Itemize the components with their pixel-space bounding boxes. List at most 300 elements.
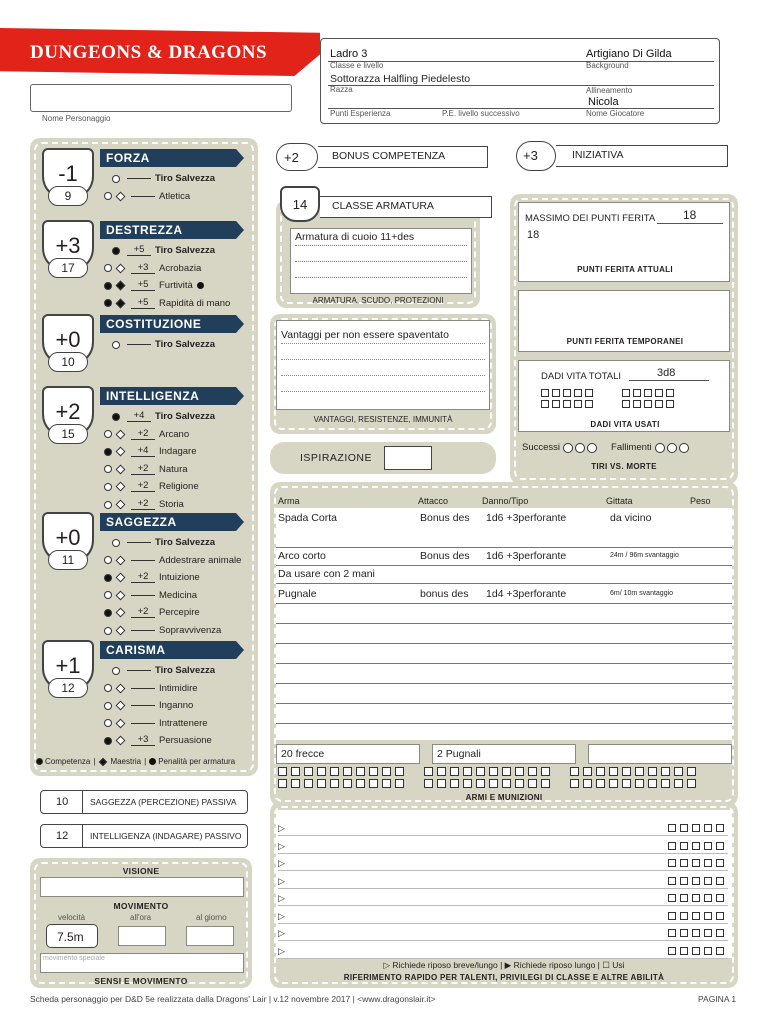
- feature-use-checkbox[interactable]: [704, 842, 712, 850]
- ammo-checkbox[interactable]: [317, 767, 326, 776]
- expertise-diamond[interactable]: [116, 191, 126, 201]
- proficiency-circle[interactable]: [104, 719, 112, 727]
- proficiency-circle[interactable]: [104, 501, 112, 509]
- skill-label: Tiro Salvezza: [155, 665, 216, 676]
- ammo-checkbox[interactable]: [609, 779, 618, 788]
- ammo-checkbox[interactable]: [424, 779, 433, 788]
- proficiency-circle[interactable]: [112, 341, 120, 349]
- next-xp-label: P.E. livello successivo: [442, 109, 520, 118]
- special-movement-field[interactable]: [40, 953, 244, 973]
- armor-class-shield[interactable]: [280, 186, 320, 222]
- death-save-circle[interactable]: [587, 443, 597, 453]
- initiative-ribbon: [556, 145, 728, 167]
- death-saves-row: [522, 442, 691, 453]
- feature-use-checkbox[interactable]: [704, 912, 712, 920]
- race-value[interactable]: Sottorazza Halfling Piedelesto: [330, 73, 471, 85]
- proficiency-circle[interactable]: [104, 556, 112, 564]
- ammo-field-1[interactable]: [276, 744, 420, 764]
- intelligenza-score[interactable]: [48, 424, 88, 444]
- hit-die-checkbox[interactable]: [655, 389, 663, 397]
- skill-bonus[interactable]: +3: [131, 263, 155, 274]
- hit-die-checkbox[interactable]: [552, 400, 560, 408]
- speed-field[interactable]: [46, 924, 98, 948]
- skill-row[interactable]: [112, 244, 215, 257]
- ammo-checkbox[interactable]: [570, 767, 579, 776]
- proficiency-circle[interactable]: [104, 282, 112, 290]
- feature-use-checkbox[interactable]: [668, 859, 676, 867]
- armor-class-ribbon: [320, 196, 492, 218]
- feature-use-checkbox[interactable]: [716, 859, 724, 867]
- proficiency-circle[interactable]: [112, 413, 120, 421]
- skill-row[interactable]: [112, 172, 215, 185]
- ammo-checkbox[interactable]: [661, 779, 670, 788]
- hit-die-checkbox[interactable]: [574, 389, 582, 397]
- ammo-checkbox[interactable]: [609, 767, 618, 776]
- ammo-checkbox[interactable]: [369, 779, 378, 788]
- background-label: Background: [586, 61, 629, 70]
- ammo-checkbox[interactable]: [635, 767, 644, 776]
- ammo-checkbox[interactable]: [395, 767, 404, 776]
- feature-row[interactable]: [278, 875, 728, 889]
- ammo-checkbox[interactable]: [369, 767, 378, 776]
- skill-bonus[interactable]: +3: [131, 735, 155, 746]
- weapon-row[interactable]: [276, 626, 732, 644]
- forza-label: FORZA: [106, 151, 150, 165]
- hit-die-checkbox[interactable]: [644, 400, 652, 408]
- destrezza-banner: [100, 221, 236, 239]
- feature-use-checkbox[interactable]: [680, 842, 688, 850]
- skill-bonus[interactable]: +2: [131, 607, 155, 618]
- ammo-checkbox[interactable]: [489, 779, 498, 788]
- feature-use-checkbox[interactable]: [668, 947, 676, 955]
- class-level-value[interactable]: Ladro 3: [330, 48, 368, 60]
- ammo-checkbox[interactable]: [515, 779, 524, 788]
- carisma-score-value: 12: [61, 681, 75, 695]
- ammo-checkbox[interactable]: [489, 767, 498, 776]
- feature-row[interactable]: [278, 840, 728, 854]
- proficiency-circle[interactable]: [104, 591, 112, 599]
- ammo-checkbox[interactable]: [278, 767, 287, 776]
- feature-use-checkbox[interactable]: [692, 894, 700, 902]
- skill-row[interactable]: [104, 734, 212, 747]
- skill-bonus[interactable]: +5: [131, 280, 155, 291]
- feature-use-checkbox[interactable]: [692, 947, 700, 955]
- feature-use-checkbox[interactable]: [704, 929, 712, 937]
- ammo-checkbox[interactable]: [674, 779, 683, 788]
- skill-row[interactable]: [112, 536, 215, 549]
- penalty-icon: [197, 282, 204, 289]
- feature-row[interactable]: [278, 857, 728, 871]
- ammo-checkbox[interactable]: [356, 779, 365, 788]
- proficiency-circle[interactable]: [104, 609, 112, 617]
- vision-label: VISIONE: [122, 866, 160, 876]
- skill-row[interactable]: [104, 279, 204, 292]
- feature-use-checkbox[interactable]: [716, 947, 724, 955]
- ammo-checkbox[interactable]: [502, 779, 511, 788]
- ammo-checkbox[interactable]: [424, 767, 433, 776]
- hit-dice-checkboxes[interactable]: [541, 389, 721, 411]
- skill-bonus[interactable]: [131, 595, 155, 596]
- max-hp-value[interactable]: 18: [683, 208, 697, 222]
- weapon-row[interactable]: [276, 706, 732, 724]
- ammo-checkbox[interactable]: [661, 767, 670, 776]
- skill-bonus[interactable]: [131, 630, 155, 631]
- hit-die-checkbox[interactable]: [655, 400, 663, 408]
- feature-use-checkbox[interactable]: [716, 824, 724, 832]
- ammo-checkbox[interactable]: [343, 779, 352, 788]
- feature-use-checkbox[interactable]: [692, 842, 700, 850]
- inspiration-field[interactable]: [384, 446, 432, 470]
- ammo-checkbox[interactable]: [278, 779, 287, 788]
- ammo-checkbox[interactable]: [541, 779, 550, 788]
- feature-use-checkbox[interactable]: [692, 929, 700, 937]
- expertise-diamond[interactable]: [116, 482, 126, 492]
- ammo-checkbox[interactable]: [476, 779, 485, 788]
- death-save-circle[interactable]: [655, 443, 665, 453]
- legend-pen-label: Penalità per armatura: [158, 757, 236, 766]
- ammo-checkbox[interactable]: [343, 767, 352, 776]
- skill-row[interactable]: [104, 699, 193, 712]
- skill-bonus[interactable]: [127, 344, 151, 345]
- proficiency-circle[interactable]: [112, 667, 120, 675]
- proficiency-circle[interactable]: [104, 299, 112, 307]
- feature-row[interactable]: [278, 945, 728, 959]
- ammo-checkbox[interactable]: [330, 779, 339, 788]
- ammo-checkbox[interactable]: [528, 767, 537, 776]
- armor-line: Armatura di cuoio 11+des: [295, 231, 415, 243]
- skill-row[interactable]: [104, 445, 197, 458]
- hit-die-checkbox[interactable]: [563, 400, 571, 408]
- expertise-diamond[interactable]: [116, 701, 126, 711]
- character-name-field[interactable]: [30, 84, 292, 112]
- ammo-field-3[interactable]: [588, 744, 732, 764]
- destrezza-score[interactable]: [48, 258, 88, 278]
- ammo-checkbox[interactable]: [291, 779, 300, 788]
- ammo-checkbox[interactable]: [622, 779, 631, 788]
- ammo-checkbox[interactable]: [291, 767, 300, 776]
- destrezza-score-value: 17: [61, 261, 75, 275]
- expertise-diamond[interactable]: [116, 683, 126, 693]
- carisma-score[interactable]: [48, 678, 88, 698]
- current-hp-box[interactable]: [518, 202, 730, 282]
- feature-use-checkbox[interactable]: [716, 842, 724, 850]
- death-save-circle[interactable]: [679, 443, 689, 453]
- vision-field[interactable]: [40, 877, 244, 897]
- skill-bonus[interactable]: [131, 196, 155, 197]
- hit-die-checkbox[interactable]: [666, 400, 674, 408]
- feature-use-checkbox[interactable]: [716, 877, 724, 885]
- ammo-checkbox[interactable]: [596, 779, 605, 788]
- skill-bonus[interactable]: +4: [131, 446, 155, 457]
- saggezza-score-value: 11: [61, 553, 75, 567]
- ammo-checkbox[interactable]: [463, 779, 472, 788]
- ammo-checkbox[interactable]: [674, 767, 683, 776]
- armor-class-value: 14: [292, 196, 308, 212]
- proficiency-circle[interactable]: [112, 247, 120, 255]
- background-value[interactable]: Artigiano Di Gilda: [586, 48, 672, 60]
- passive-investigation-label: INTELLIGENZA (INDAGARE) PASSIVO: [90, 831, 242, 841]
- feature-use-checkbox[interactable]: [704, 877, 712, 885]
- proficiency-circle[interactable]: [104, 430, 112, 438]
- ammo-checkbox[interactable]: [648, 767, 657, 776]
- ammo-checkbox[interactable]: [583, 779, 592, 788]
- ammo-checkbox[interactable]: [622, 767, 631, 776]
- expertise-diamond[interactable]: [116, 626, 126, 636]
- hit-die-checkbox[interactable]: [563, 389, 571, 397]
- skill-label: Arcano: [159, 428, 190, 440]
- skill-row[interactable]: [104, 682, 198, 695]
- feature-use-checkbox[interactable]: [680, 877, 688, 885]
- expertise-diamond[interactable]: [116, 464, 126, 474]
- skill-label: Furtività: [159, 280, 193, 292]
- feature-use-checkbox[interactable]: [692, 912, 700, 920]
- ammo-checkbox[interactable]: [450, 779, 459, 788]
- proficiency-circle[interactable]: [104, 574, 112, 582]
- skill-row[interactable]: [104, 571, 200, 584]
- skill-label: Tiro Salvezza: [155, 537, 216, 548]
- ammo-checkbox[interactable]: [476, 767, 485, 776]
- skill-bonus[interactable]: [127, 542, 151, 543]
- saggezza-score[interactable]: [48, 550, 88, 570]
- passive-perception-value: 10: [56, 796, 69, 808]
- ammo-checkbox[interactable]: [502, 767, 511, 776]
- character-name-label: Nome Personaggio: [42, 114, 111, 123]
- skill-row[interactable]: [104, 606, 200, 619]
- feature-use-checkbox[interactable]: [716, 912, 724, 920]
- weapon-row[interactable]: [276, 666, 732, 684]
- feature-use-checkbox[interactable]: [692, 877, 700, 885]
- proficiency-circle[interactable]: [104, 483, 112, 491]
- skill-row[interactable]: [112, 664, 215, 677]
- expertise-diamond[interactable]: [116, 447, 126, 457]
- skill-bonus[interactable]: +2: [131, 464, 155, 475]
- feature-row[interactable]: [278, 927, 728, 941]
- weapons-header-damage: Danno/Tipo: [482, 496, 529, 506]
- hit-die-checkbox[interactable]: [585, 389, 593, 397]
- proficiency-circle[interactable]: [104, 465, 112, 473]
- skill-bonus[interactable]: +2: [131, 429, 155, 440]
- skill-row[interactable]: [104, 589, 197, 602]
- forza-modifier: -1: [58, 161, 78, 186]
- skill-bonus[interactable]: +2: [131, 572, 155, 583]
- skill-bonus[interactable]: +5: [127, 245, 151, 256]
- feature-use-checkbox[interactable]: [704, 824, 712, 832]
- hit-die-checkbox[interactable]: [585, 400, 593, 408]
- skill-bonus[interactable]: +2: [131, 499, 155, 510]
- hit-die-checkbox[interactable]: [541, 400, 549, 408]
- ammo-checkbox[interactable]: [463, 767, 472, 776]
- ammo-checkbox[interactable]: [382, 767, 391, 776]
- death-save-circle[interactable]: [575, 443, 585, 453]
- ammo-checkbox[interactable]: [356, 767, 365, 776]
- hit-die-checkbox[interactable]: [666, 389, 674, 397]
- hit-die-checkbox[interactable]: [552, 389, 560, 397]
- skill-row[interactable]: [104, 297, 230, 310]
- feature-use-checkbox[interactable]: [668, 912, 676, 920]
- weapon-row[interactable]: [276, 686, 732, 704]
- feature-use-checkbox[interactable]: [668, 929, 676, 937]
- expertise-diamond[interactable]: [116, 500, 126, 510]
- ammo-checkbox[interactable]: [596, 767, 605, 776]
- ammo-checkbox[interactable]: [382, 779, 391, 788]
- expertise-diamond[interactable]: [116, 590, 126, 600]
- death-fail-label: Fallimenti: [611, 442, 652, 453]
- passive-perception-label: SAGGEZZA (PERCEZIONE) PASSIVA: [90, 797, 237, 807]
- feature-use-checkbox[interactable]: [704, 859, 712, 867]
- proficiency-circle[interactable]: [104, 702, 112, 710]
- expertise-diamond[interactable]: [116, 718, 126, 728]
- player-value[interactable]: Nicola: [588, 96, 619, 108]
- feature-use-checkbox[interactable]: [680, 894, 688, 902]
- skill-label: Rapidità di mano: [159, 297, 231, 309]
- hit-die-checkbox[interactable]: [633, 389, 641, 397]
- skill-row[interactable]: [104, 262, 201, 275]
- expertise-diamond[interactable]: [116, 573, 126, 583]
- current-hp-value[interactable]: 18: [527, 229, 540, 241]
- skill-row[interactable]: [104, 717, 208, 730]
- proficiency-circle[interactable]: [104, 192, 112, 200]
- ammo-checkbox[interactable]: [687, 767, 696, 776]
- feature-use-checkbox[interactable]: [668, 894, 676, 902]
- feature-use-checkbox[interactable]: [704, 894, 712, 902]
- ammo-checkbox[interactable]: [648, 779, 657, 788]
- ammo-checkbox[interactable]: [570, 779, 579, 788]
- skill-bonus[interactable]: [127, 178, 151, 179]
- weapon-row[interactable]: [276, 646, 732, 664]
- feature-use-checkbox[interactable]: [680, 912, 688, 920]
- feature-use-checkbox[interactable]: [716, 894, 724, 902]
- weapon-row[interactable]: [276, 606, 732, 624]
- ammo-checkbox[interactable]: [437, 767, 446, 776]
- ammo-checkbox[interactable]: [330, 767, 339, 776]
- skill-row[interactable]: [104, 480, 199, 493]
- race-label: Razza: [330, 85, 353, 94]
- feature-use-checkbox[interactable]: [668, 824, 676, 832]
- skill-bonus[interactable]: [131, 723, 155, 724]
- skill-row[interactable]: [104, 463, 188, 476]
- expertise-diamond[interactable]: [116, 608, 126, 618]
- hit-die-checkbox[interactable]: [622, 400, 630, 408]
- hit-dice-box[interactable]: [518, 360, 730, 432]
- ammo-checkboxes[interactable]: [278, 767, 734, 791]
- costituzione-score[interactable]: [48, 352, 88, 372]
- forza-score[interactable]: [48, 186, 88, 206]
- feature-use-checkbox[interactable]: [680, 859, 688, 867]
- intelligenza-label: INTELLIGENZA: [106, 389, 200, 403]
- hit-die-checkbox[interactable]: [633, 400, 641, 408]
- feature-row[interactable]: [278, 892, 728, 906]
- skill-row[interactable]: [112, 338, 215, 351]
- proficiency-circle[interactable]: [104, 627, 112, 635]
- skill-row[interactable]: [104, 428, 189, 441]
- death-save-circle[interactable]: [667, 443, 677, 453]
- feature-use-checkbox[interactable]: [680, 947, 688, 955]
- proficiency-circle[interactable]: [104, 264, 112, 272]
- skill-row[interactable]: [104, 554, 241, 567]
- advantages-notes[interactable]: [276, 320, 490, 410]
- feature-row[interactable]: [278, 910, 728, 924]
- ammo-checkbox[interactable]: [528, 779, 537, 788]
- skill-row[interactable]: [112, 410, 215, 423]
- proficiency-circle[interactable]: [112, 539, 120, 547]
- skill-bonus[interactable]: +5: [131, 298, 155, 309]
- feature-use-checkbox[interactable]: [716, 929, 724, 937]
- expertise-diamond[interactable]: [116, 298, 126, 308]
- skill-label: Inganno: [159, 700, 194, 712]
- feature-use-checkbox[interactable]: [692, 859, 700, 867]
- hit-die-checkbox[interactable]: [622, 389, 630, 397]
- legend-exp-label: Maestria: [110, 757, 142, 766]
- ammo-field-2[interactable]: [432, 744, 576, 764]
- ammo-checkbox[interactable]: [304, 779, 313, 788]
- skill-bonus[interactable]: +2: [131, 481, 155, 492]
- day-field[interactable]: [186, 926, 234, 946]
- hit-die-checkbox[interactable]: [644, 389, 652, 397]
- expertise-diamond[interactable]: [116, 281, 126, 291]
- hit-dice-value[interactable]: 3d8: [657, 367, 676, 379]
- feature-row[interactable]: [278, 822, 728, 836]
- feature-use-checkbox[interactable]: [692, 824, 700, 832]
- hit-die-checkbox[interactable]: [541, 389, 549, 397]
- feature-use-checkbox[interactable]: [680, 824, 688, 832]
- ammo-checkbox[interactable]: [317, 779, 326, 788]
- proficiency-circle[interactable]: [104, 737, 112, 745]
- expertise-diamond[interactable]: [116, 555, 126, 565]
- short-rest-icon: ▷: [278, 840, 285, 851]
- feature-use-checkbox[interactable]: [668, 842, 676, 850]
- skill-bonus[interactable]: [131, 560, 155, 561]
- hit-die-checkbox[interactable]: [574, 400, 582, 408]
- skill-bonus[interactable]: +4: [127, 411, 151, 422]
- skill-row[interactable]: [104, 190, 190, 203]
- alignment-label: Allineamento: [586, 86, 633, 95]
- weapons-header-range: Gittata: [606, 496, 633, 506]
- ammo-checkbox[interactable]: [304, 767, 313, 776]
- skill-label: Persuasione: [159, 735, 212, 747]
- feature-use-checkbox[interactable]: [680, 929, 688, 937]
- skill-bonus[interactable]: [127, 670, 151, 671]
- armor-notes[interactable]: [290, 228, 472, 294]
- ammo-checkbox[interactable]: [437, 779, 446, 788]
- ammo-checkbox[interactable]: [635, 779, 644, 788]
- ammo-checkbox[interactable]: [515, 767, 524, 776]
- skill-row[interactable]: [104, 498, 184, 511]
- expertise-diamond[interactable]: [116, 429, 126, 439]
- skill-row[interactable]: [104, 624, 221, 637]
- proficiency-circle[interactable]: [112, 175, 120, 183]
- proficiency-circle[interactable]: [104, 448, 112, 456]
- death-save-circle[interactable]: [563, 443, 573, 453]
- weapon-damage: 1d6 +3perforante: [486, 512, 567, 524]
- initiative-label: INIZIATIVA: [572, 149, 624, 161]
- expertise-diamond[interactable]: [116, 263, 126, 273]
- weapon-range: 6m/ 10m svantaggio: [610, 590, 674, 597]
- hour-field[interactable]: [118, 926, 166, 946]
- skill-bonus[interactable]: [131, 705, 155, 706]
- expertise-diamond[interactable]: [116, 736, 126, 746]
- ammo-checkbox[interactable]: [687, 779, 696, 788]
- temp-hp-box[interactable]: [518, 290, 730, 352]
- feature-use-checkbox[interactable]: [668, 877, 676, 885]
- ammo-checkbox[interactable]: [583, 767, 592, 776]
- ammo-checkbox[interactable]: [395, 779, 404, 788]
- ammo-checkbox[interactable]: [541, 767, 550, 776]
- feature-use-checkbox[interactable]: [704, 947, 712, 955]
- weapon-name: Pugnale: [278, 588, 317, 600]
- ammo-checkbox[interactable]: [450, 767, 459, 776]
- skill-bonus[interactable]: [131, 688, 155, 689]
- proficiency-circle[interactable]: [104, 684, 112, 692]
